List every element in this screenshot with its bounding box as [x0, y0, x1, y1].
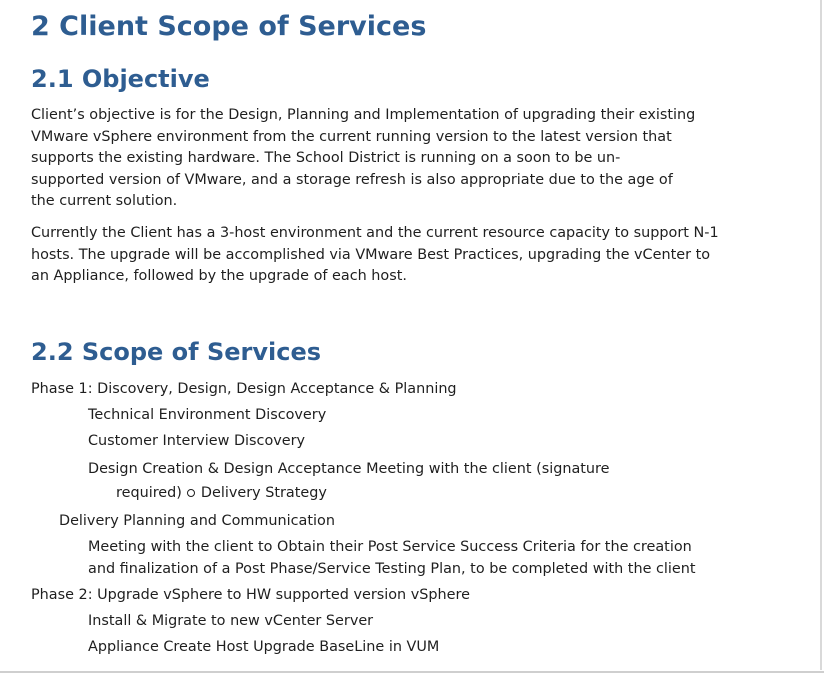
list-item-install-migrate: Install & Migrate to new vCenter Server [88, 613, 374, 629]
phase-2-heading: Phase 2: Upgrade vSphere to HW supported version vSphere [31, 587, 470, 603]
objective-paragraph-1 [31, 105, 801, 213]
objective-paragraph-2-line: Currently the Client has a 3-host environment and the current resource capacity to support N-1 [31, 225, 719, 241]
objective-paragraph-2-line: hosts. The upgrade will be accomplished via VMware Best Practices, upgrading the vCenter to [31, 246, 711, 263]
phase-1-heading: Phase 1: Discovery, Design, Design Acceptance & Planning [31, 381, 457, 397]
list-item-customer-interview: Customer Interview Discovery [88, 433, 306, 449]
list-item-appliance-baseline: Appliance Create Host Upgrade BaseLine in VUM [88, 639, 440, 655]
list-item-design-creation-continued [116, 483, 327, 503]
section-heading-client-scope: 2 Client Scope of Services [31, 11, 427, 42]
page-bottom-divider [0, 671, 824, 673]
required-text: required) [116, 485, 182, 501]
delivery-strategy-text: Delivery Strategy [200, 485, 327, 501]
list-item-meeting-line-2: and finalization of a Post Phase/Service Testing Plan, to be completed with the client [88, 561, 696, 577]
objective-paragraph-1-line: supported version of VMware, and a storage refresh is also appropriate due to the age of [31, 171, 673, 188]
objective-paragraph-1-line: Client’s objective is for the Design, Planning and Implementation of upgrading their existing [31, 107, 696, 123]
objective-paragraph-1-line: the current solution. [31, 193, 178, 209]
list-item-technical-discovery: Technical Environment Discovery [88, 407, 327, 423]
objective-paragraph-2-line: an Appliance, followed by the upgrade of each host. [31, 268, 407, 284]
list-item-design-creation: Design Creation & Design Acceptance Meeting with the client (signature [88, 461, 610, 477]
subsection-heading-objective: 2.1 Objective [31, 65, 210, 93]
list-item-delivery-planning: Delivery Planning and Communication [59, 513, 335, 529]
objective-paragraph-1-line: supports the existing hardware. The School District is running on a soon to be un- [31, 150, 621, 166]
hollow-bullet-icon [187, 489, 195, 497]
objective-paragraph-1-line: VMware vSphere environment from the current running version to the latest version that [31, 128, 672, 145]
page-edge-divider [820, 0, 822, 670]
objective-paragraph-2 [31, 223, 801, 288]
list-item-meeting-line-1: Meeting with the client to Obtain their Post Service Success Criteria for the creation [88, 539, 692, 555]
subsection-heading-scope-of-services: 2.2 Scope of Services [31, 338, 322, 366]
